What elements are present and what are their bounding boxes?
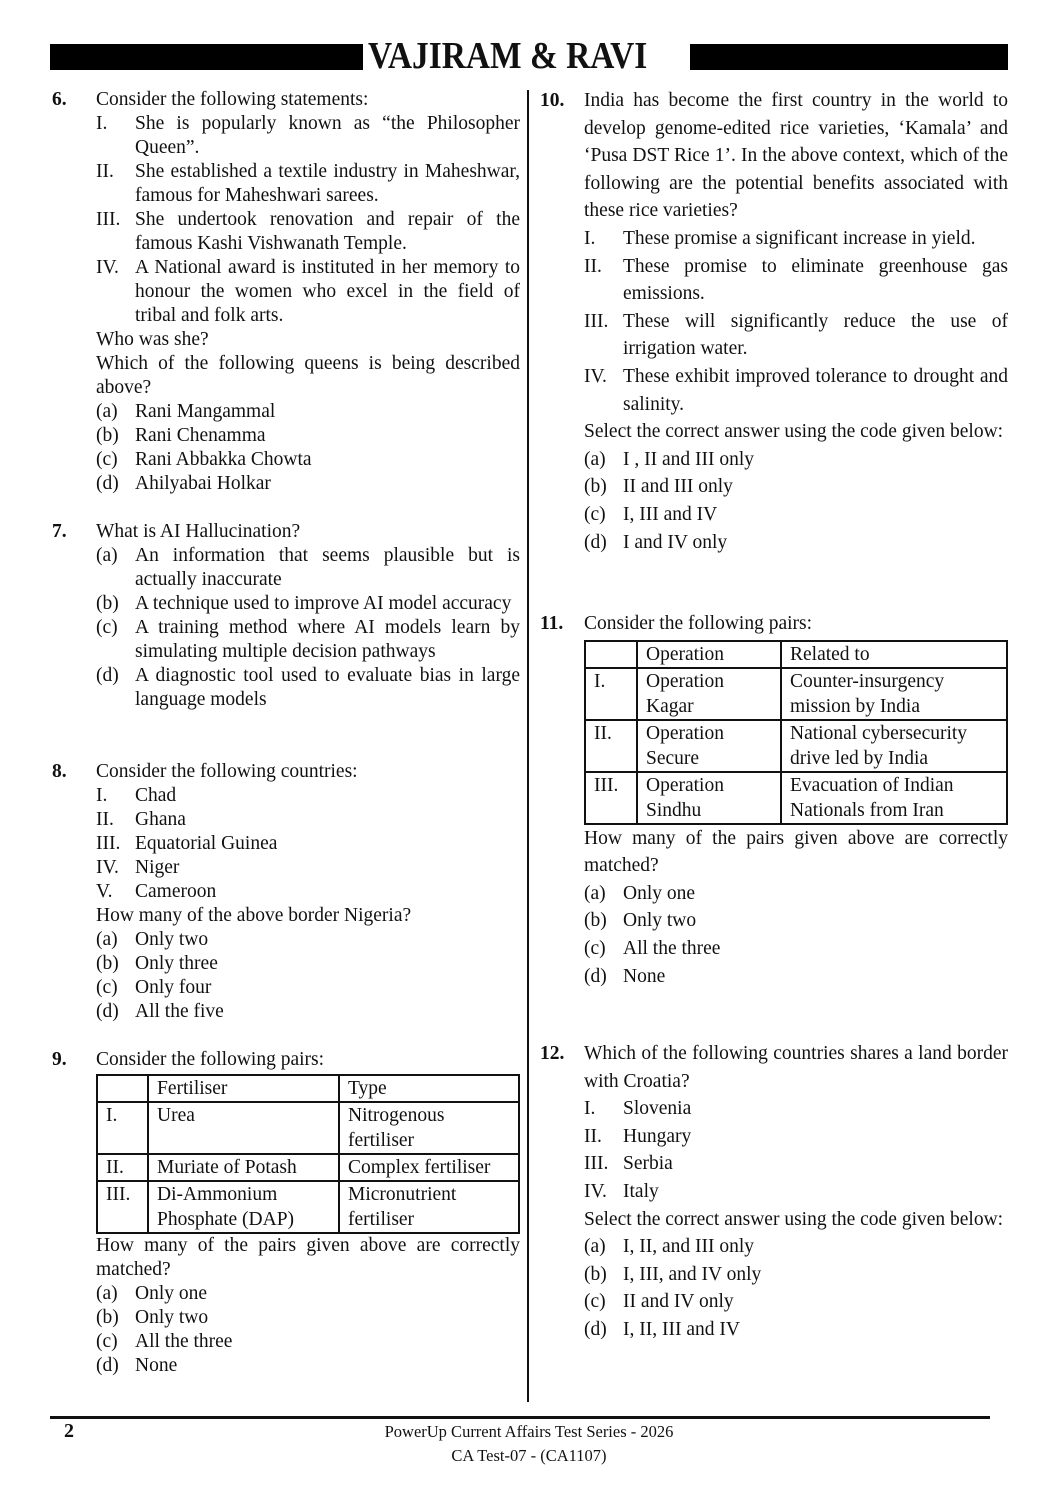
list-item xyxy=(96,952,520,976)
item-text: These promise a significant increase in yield. xyxy=(623,227,976,249)
item-label: (b) xyxy=(96,425,119,446)
item-text: Only one xyxy=(623,882,696,904)
list-item xyxy=(584,501,1008,529)
list-item xyxy=(584,529,1008,557)
column-divider xyxy=(527,90,529,1402)
question-text: How many of the pairs given above are correctly matched? xyxy=(96,1235,520,1280)
item-text: Serbia xyxy=(623,1153,673,1175)
question-number: 10. xyxy=(540,90,565,111)
item-label: (b) xyxy=(584,1263,607,1285)
question-body xyxy=(584,610,1008,990)
table-cell: Operation Kagar xyxy=(637,668,781,720)
item-label: (d) xyxy=(96,665,119,686)
list-item xyxy=(584,1316,1008,1344)
list-item xyxy=(96,160,520,208)
item-label: III. xyxy=(584,1153,609,1175)
table-cell: Di-Ammonium Phosphate (DAP) xyxy=(148,1181,339,1233)
item-text: Rani Mangammal xyxy=(135,401,276,422)
question-text: What is AI Hallucination? xyxy=(96,521,301,542)
item-label: (c) xyxy=(584,503,606,525)
question-10 xyxy=(540,87,1008,556)
question-text: How many of the pairs given above are correctly matched? xyxy=(584,827,1008,877)
question-text: Consider the following pairs: xyxy=(584,613,813,634)
item-text: II and IV only xyxy=(623,1291,734,1313)
question-12 xyxy=(540,1040,1008,1344)
item-label: (a) xyxy=(96,929,118,950)
table-cell: I. xyxy=(97,1102,148,1154)
item-label: II. xyxy=(96,161,114,182)
list-item xyxy=(96,256,520,328)
question-number: 12. xyxy=(540,1043,565,1064)
list-item xyxy=(584,473,1008,501)
list-item xyxy=(96,976,520,1000)
item-text: I, II, and III only xyxy=(623,1236,755,1258)
table-cell: Related to xyxy=(781,641,1007,668)
list-item xyxy=(584,1288,1008,1316)
list-item xyxy=(96,208,520,256)
item-text: Hungary xyxy=(623,1125,692,1147)
list-item xyxy=(96,1354,520,1378)
header-bar-right xyxy=(690,44,1008,70)
item-label: (a) xyxy=(96,545,118,566)
item-label: (b) xyxy=(584,476,607,498)
item-label: (a) xyxy=(96,401,118,422)
table-row xyxy=(585,668,1007,720)
table-cell: Muriate of Potash xyxy=(148,1154,339,1181)
table-cell xyxy=(97,1075,148,1102)
header-bar-left xyxy=(50,44,363,70)
item-text: An information that seems plausible but is actually inaccurate xyxy=(135,545,520,590)
item-label: I. xyxy=(584,1098,596,1120)
item-text: Rani Chenamma xyxy=(135,425,266,446)
item-label: (d) xyxy=(584,965,607,987)
question-body xyxy=(584,1040,1008,1344)
question-text: Consider the following statements: xyxy=(96,89,369,110)
item-text: Only two xyxy=(135,1307,209,1328)
table-cell: Counter-insurgency mission by India xyxy=(781,668,1007,720)
list-item xyxy=(584,1261,1008,1289)
item-label: (b) xyxy=(96,953,119,974)
item-label: (d) xyxy=(584,1318,607,1340)
item-label: (c) xyxy=(584,1291,606,1313)
table-cell: Operation Secure xyxy=(637,720,781,772)
brand-title: VAJIRAM & RAVI xyxy=(368,35,648,77)
item-text: Slovenia xyxy=(623,1098,692,1120)
item-label: (a) xyxy=(96,1283,118,1304)
list-item xyxy=(96,1000,520,1024)
footer-series: PowerUp Current Affairs Test Series - 2026 xyxy=(384,1422,674,1441)
list-item xyxy=(584,363,1008,418)
item-text: Italy xyxy=(623,1180,659,1202)
page-number: 2 xyxy=(64,1420,74,1442)
item-text: Only three xyxy=(135,953,218,974)
question-11 xyxy=(540,610,1008,990)
question-text: Who was she? xyxy=(96,329,209,350)
item-label: (c) xyxy=(96,617,118,638)
question-number: 6. xyxy=(52,89,67,110)
list-item xyxy=(584,1233,1008,1261)
list-item xyxy=(96,880,520,904)
question-text: India has become the first country in the world to develop genome-edited rice varieties, ‘Kamala’ and ‘Pusa DST Rice 1’. In the above context, which of the following are the potential benefits associated with these rice varieties? xyxy=(584,90,1008,222)
item-text: All the three xyxy=(623,937,721,959)
list-item xyxy=(96,664,520,712)
item-text: Only two xyxy=(623,910,697,932)
item-label: II. xyxy=(96,809,114,830)
item-label: IV. xyxy=(584,1180,607,1202)
list-item xyxy=(96,1330,520,1354)
item-text: I and IV only xyxy=(623,531,728,553)
item-label: I. xyxy=(96,113,108,134)
item-label: IV. xyxy=(96,857,119,878)
question-text: How many of the above border Nigeria? xyxy=(96,905,412,926)
table-cell: Complex fertiliser xyxy=(339,1154,519,1181)
question-text: Which of the following countries shares a land border with Croatia? xyxy=(584,1043,1008,1092)
table-cell: II. xyxy=(585,720,637,772)
table-cell: III. xyxy=(97,1181,148,1233)
item-label: (a) xyxy=(584,448,606,470)
table-cell xyxy=(585,641,637,668)
table-cell: Urea xyxy=(148,1102,339,1154)
table-cell: I. xyxy=(585,668,637,720)
item-label: (c) xyxy=(96,1331,118,1352)
item-text: She undertook renovation and repair of the famous Kashi Vishwanath Temple. xyxy=(135,209,520,254)
list-item xyxy=(584,907,1008,935)
item-text: None xyxy=(135,1355,178,1376)
list-item xyxy=(584,1095,1008,1123)
list-item xyxy=(584,935,1008,963)
table-row xyxy=(97,1154,519,1181)
list-item xyxy=(584,308,1008,363)
item-label: (b) xyxy=(96,593,119,614)
question-6 xyxy=(52,88,520,496)
question-body xyxy=(96,760,520,1024)
list-item xyxy=(584,1178,1008,1206)
item-text: Only four xyxy=(135,977,212,998)
item-label: (d) xyxy=(584,531,607,553)
table-row xyxy=(97,1181,519,1233)
item-label: (c) xyxy=(96,449,118,470)
item-text: A diagnostic tool used to evaluate bias in large language models xyxy=(135,665,520,710)
item-text: She is popularly known as “the Philosopher Queen”. xyxy=(135,113,520,158)
question-body xyxy=(96,1048,520,1378)
table-row xyxy=(585,772,1007,824)
item-label: IV. xyxy=(96,257,119,278)
item-text: Cameroon xyxy=(135,881,217,902)
list-item xyxy=(96,592,520,616)
item-label: (d) xyxy=(96,1001,119,1022)
item-text: She established a textile industry in Maheshwar, famous for Maheshwari sarees. xyxy=(135,161,520,206)
table-header-row xyxy=(97,1075,519,1102)
list-item xyxy=(584,225,1008,253)
item-label: V. xyxy=(96,881,113,902)
item-label: III. xyxy=(96,209,121,230)
item-text: A National award is instituted in her memory to honour the women who excel in the field of tribal and folk arts. xyxy=(135,257,520,326)
list-item xyxy=(96,1306,520,1330)
footer-test: CA Test-07 - (CA1107) xyxy=(451,1446,607,1465)
item-label: II. xyxy=(584,1125,602,1147)
table-cell: Evacuation of Indian Nationals from Iran xyxy=(781,772,1007,824)
question-text: Select the correct answer using the code given below: xyxy=(584,1208,1004,1230)
item-label: IV. xyxy=(584,365,607,387)
table-cell: II. xyxy=(97,1154,148,1181)
item-label: (b) xyxy=(584,910,607,932)
question-text: Which of the following queens is being described above? xyxy=(96,353,520,398)
item-label: I. xyxy=(96,785,108,806)
item-label: (b) xyxy=(96,1307,119,1328)
question-body xyxy=(96,88,520,496)
item-label: III. xyxy=(584,310,609,332)
item-text: All the three xyxy=(135,1331,233,1352)
item-text: Only one xyxy=(135,1283,208,1304)
table-cell: III. xyxy=(585,772,637,824)
question-8 xyxy=(52,760,520,1024)
table-cell: Micronutrient fertiliser xyxy=(339,1181,519,1233)
list-item xyxy=(96,856,520,880)
table-cell: Operation xyxy=(637,641,781,668)
item-text: Only two xyxy=(135,929,209,950)
question-text: Consider the following countries: xyxy=(96,761,358,782)
list-item xyxy=(584,1123,1008,1151)
item-text: I, II, III and IV xyxy=(623,1318,740,1340)
item-label: II. xyxy=(584,255,602,277)
item-text: None xyxy=(623,965,666,987)
list-item xyxy=(96,928,520,952)
item-text: All the five xyxy=(135,1001,224,1022)
question-9 xyxy=(52,1048,520,1378)
list-item xyxy=(584,880,1008,908)
item-text: II and III only xyxy=(623,476,733,498)
item-text: A technique used to improve AI model accuracy xyxy=(135,593,512,614)
list-item xyxy=(96,448,520,472)
table-row xyxy=(97,1102,519,1154)
list-item xyxy=(96,832,520,856)
item-label: (c) xyxy=(96,977,118,998)
pairs-table xyxy=(96,1074,520,1234)
list-item xyxy=(96,784,520,808)
list-item xyxy=(96,112,520,160)
item-label: (a) xyxy=(584,882,606,904)
item-text: Ahilyabai Holkar xyxy=(135,473,271,494)
list-item xyxy=(584,1150,1008,1178)
item-label: I. xyxy=(584,227,596,249)
list-item xyxy=(96,1282,520,1306)
list-item xyxy=(96,808,520,832)
question-body xyxy=(96,520,520,712)
table-cell: Operation Sindhu xyxy=(637,772,781,824)
table-cell: Type xyxy=(339,1075,519,1102)
item-text: Equatorial Guinea xyxy=(135,833,278,854)
footer-rule xyxy=(50,1416,990,1419)
question-text: Consider the following pairs: xyxy=(96,1049,325,1070)
list-item xyxy=(96,472,520,496)
item-text: These will significantly reduce the use of irrigation water. xyxy=(623,310,1008,360)
item-label: (a) xyxy=(584,1236,606,1258)
question-number: 7. xyxy=(52,521,67,542)
item-text: Rani Abbakka Chowta xyxy=(135,449,312,470)
item-text: These promise to eliminate greenhouse gas emissions. xyxy=(623,255,1008,305)
item-text: Niger xyxy=(135,857,180,878)
list-item xyxy=(584,253,1008,308)
list-item xyxy=(96,616,520,664)
question-number: 8. xyxy=(52,761,67,782)
item-label: (d) xyxy=(96,473,119,494)
list-item xyxy=(96,400,520,424)
pairs-table xyxy=(584,640,1008,825)
table-cell: National cybersecurity drive led by India xyxy=(781,720,1007,772)
question-body xyxy=(584,87,1008,556)
item-text: I, III, and IV only xyxy=(623,1263,762,1285)
table-cell: Fertiliser xyxy=(148,1075,339,1102)
table-row xyxy=(585,720,1007,772)
question-number: 9. xyxy=(52,1049,67,1070)
question-text: Select the correct answer using the code given below: xyxy=(584,421,1004,443)
item-label: III. xyxy=(96,833,121,854)
item-text: A training method where AI models learn by simulating multiple decision pathways xyxy=(135,617,520,662)
item-text: I , II and III only xyxy=(623,448,755,470)
item-text: Ghana xyxy=(135,809,186,830)
table-cell: Nitrogenous fertiliser xyxy=(339,1102,519,1154)
item-label: (c) xyxy=(584,937,606,959)
item-text: Chad xyxy=(135,785,177,806)
list-item xyxy=(96,544,520,592)
list-item xyxy=(584,446,1008,474)
list-item xyxy=(96,424,520,448)
list-item xyxy=(584,963,1008,991)
question-7 xyxy=(52,520,520,712)
table-header-row xyxy=(585,641,1007,668)
item-label: (d) xyxy=(96,1355,119,1376)
question-number: 11. xyxy=(540,613,564,634)
item-text: I, III and IV xyxy=(623,503,718,525)
item-text: These exhibit improved tolerance to drought and salinity. xyxy=(623,365,1008,415)
